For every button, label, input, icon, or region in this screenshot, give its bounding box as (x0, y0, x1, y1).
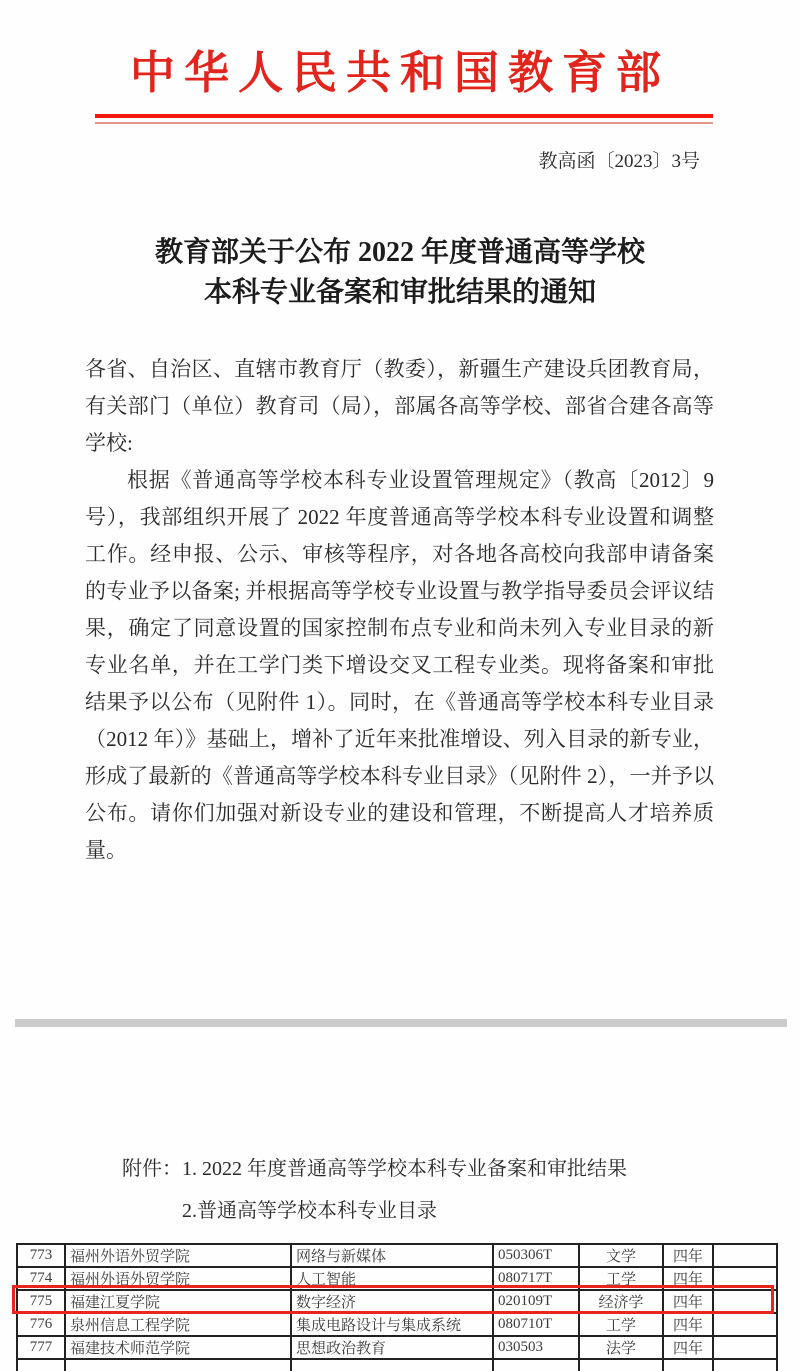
notice-salutation: 各省、自治区、直辖市教育厅（教委），新疆生产建设兵团教育局，有关部门（单位）教育司（局），部属各高等学校、部省合建各高等学校: (85, 357, 714, 455)
row-code: 030503 (493, 1336, 579, 1359)
attachment-item-2: 2.普通高等学校本科专业目录 (182, 1200, 437, 1222)
row-school: 泉州信息工程学院 (65, 1313, 291, 1336)
letterhead-rule-thin (95, 122, 713, 124)
document-number: 教高函〔2023〕3号 (538, 151, 700, 172)
notice-paragraph: 根据《普通高等学校本科专业设置管理规定》（教高〔2012〕9号），我部组织开展了 2022 年度普通高等学校本科专业设置和调整工作。经申报、公示、审核等程序，对各地各高校向我部申请备案的专业予以备案; 并根据高等学校专业设置与教学指导委员会评议结果，确定了同意设置的国家控制布点专业和尚未列入专业目录的新专业名单，并在工学门类下增设交叉工程专业类。现将备案和审批结果予以公布（见附件 1）。同时，在《普通高等学校本科专业目录（2012 年）》基础上，增补了近年来批准增设、列入目录的新专业，形成了最新的《普通高等学校本科专业目录》（见附件 2），一并予以公布。请你们加强对新设专业的建设和管理，不断提高人才培养质量。 (85, 468, 714, 862)
row-code: 080717T (493, 1267, 579, 1290)
row-school: 福建江夏学院 (65, 1290, 291, 1313)
row-remark (713, 1244, 777, 1267)
row-degree: 经济学 (579, 1290, 663, 1313)
attachment-list (122, 1148, 627, 1232)
row-degree: 文学 (579, 1244, 663, 1267)
row-no: 773 (17, 1244, 65, 1267)
row-major: 数字经济 (291, 1290, 493, 1313)
highlight-box-row-775 (12, 1285, 774, 1314)
row-major: 集成电路设计与集成系统 (291, 1313, 493, 1336)
row-degree: 工学 (579, 1267, 663, 1290)
row-major: 思想政治教育 (291, 1336, 493, 1359)
row-remark (713, 1336, 777, 1359)
notice-title (0, 233, 800, 313)
row-years: 四年 (663, 1290, 713, 1313)
notice-title-line2: 本科专业备案和审批结果的通知 (203, 277, 596, 308)
row-years: 四年 (663, 1336, 713, 1359)
row-no: 774 (17, 1267, 65, 1290)
row-no: 777 (17, 1336, 65, 1359)
attachment-item-1: 1. 2022 年度普通高等学校本科专业备案和审批结果 (182, 1158, 627, 1180)
row-years: 四年 (663, 1313, 713, 1336)
row-no: 775 (17, 1290, 65, 1313)
row-years: 四年 (663, 1244, 713, 1267)
row-degree: 工学 (579, 1313, 663, 1336)
row-major: 网络与新媒体 (291, 1244, 493, 1267)
row-code: 020109T (493, 1290, 579, 1313)
page-break-divider (15, 1019, 787, 1027)
notice-body (85, 351, 714, 869)
row-remark (713, 1313, 777, 1336)
row-school: 福州外语外贸学院 (65, 1267, 291, 1290)
letterhead-rule-thick (95, 114, 713, 118)
row-school: 福州外语外贸学院 (65, 1244, 291, 1267)
row-major: 人工智能 (291, 1267, 493, 1290)
row-years: 四年 (663, 1267, 713, 1290)
attachment-label: 附件： (122, 1158, 182, 1180)
table-row-partial (17, 1359, 777, 1371)
table-row (17, 1336, 777, 1359)
row-degree: 法学 (579, 1336, 663, 1359)
row-code: 080710T (493, 1313, 579, 1336)
table-row (17, 1313, 777, 1336)
notice-title-line1: 教育部关于公布 2022 年度普通高等学校 (154, 237, 645, 268)
row-school: 福建技术师范学院 (65, 1336, 291, 1359)
table-row (17, 1244, 777, 1267)
agency-letterhead-title: 中华人民共和国教育部 (129, 48, 670, 98)
row-code: 050306T (493, 1244, 579, 1267)
row-no: 776 (17, 1313, 65, 1336)
